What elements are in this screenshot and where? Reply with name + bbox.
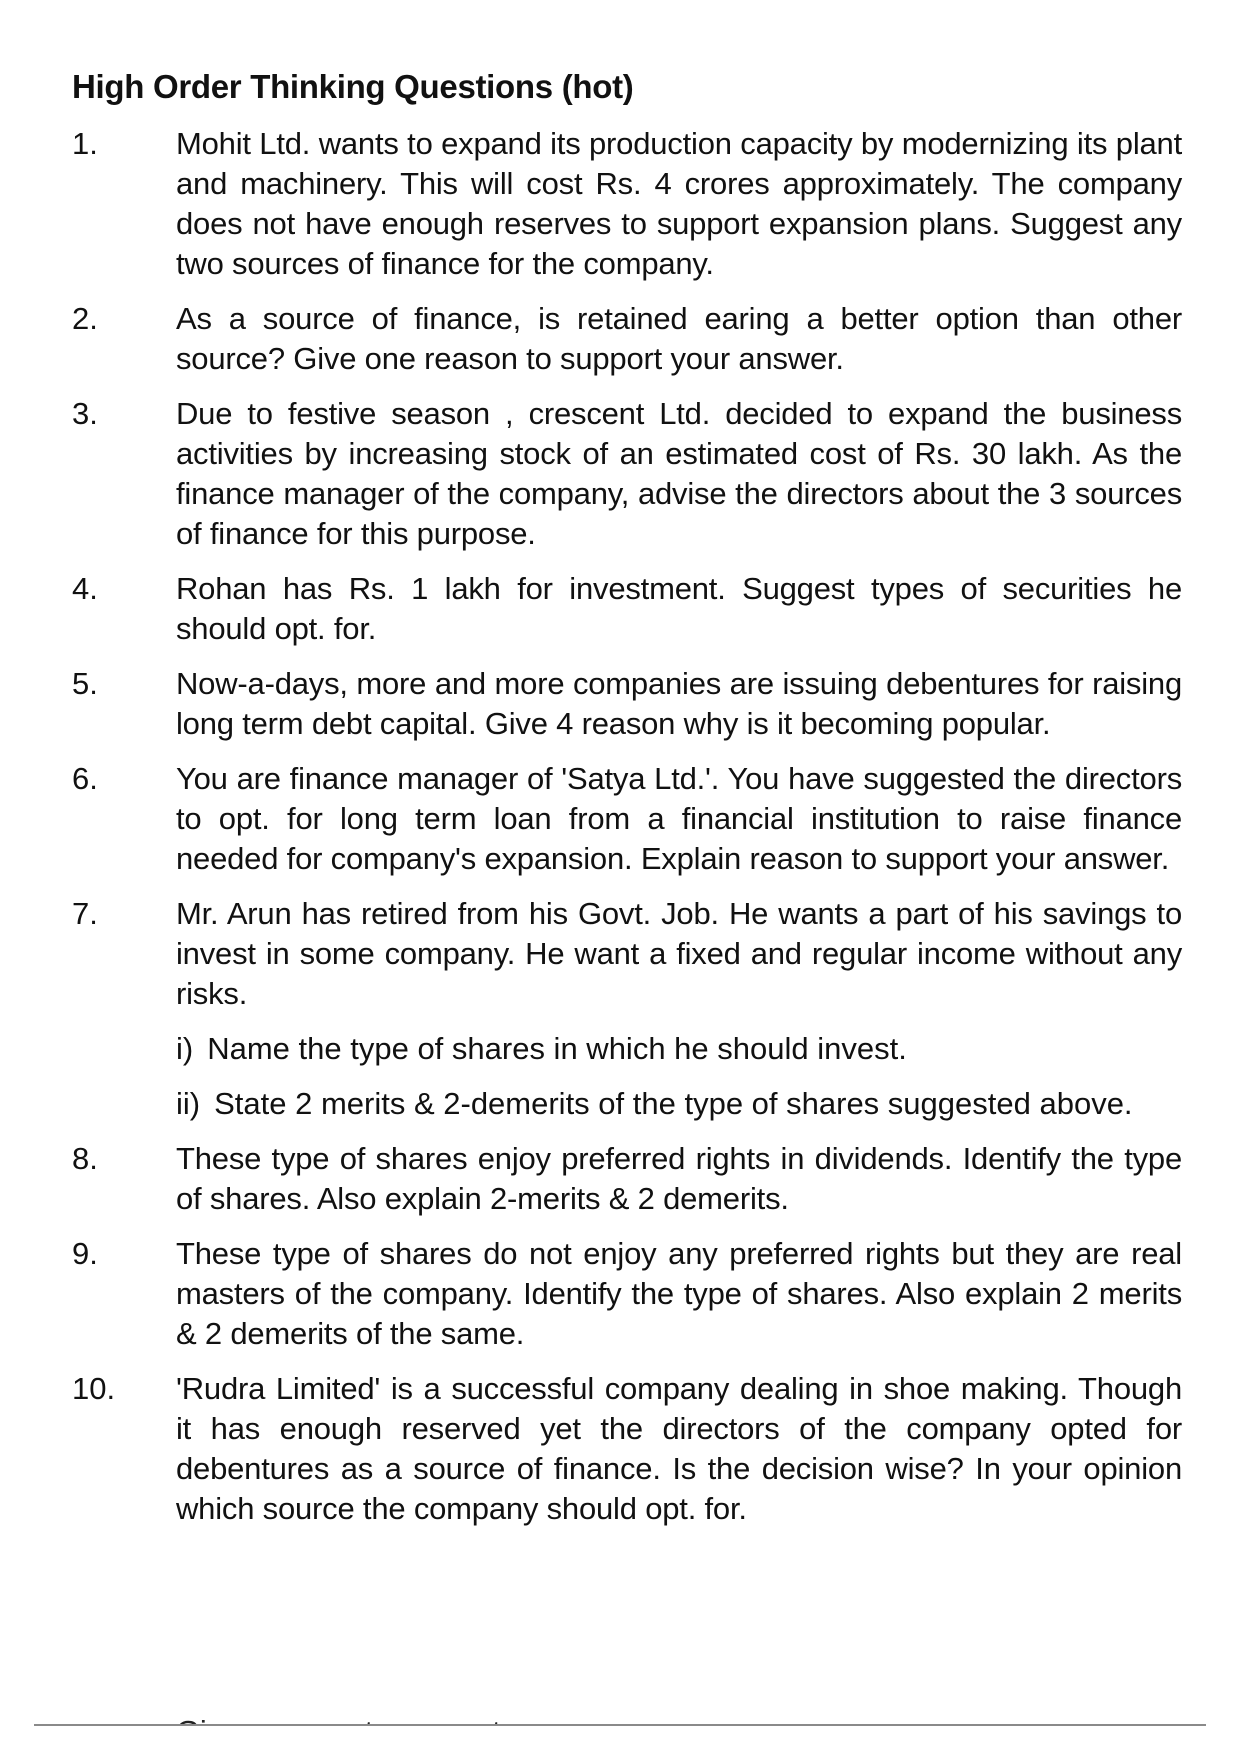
question-number: 9. [72,1236,98,1271]
question-text: These type of shares enjoy preferred rights in dividends. Identify the type of shares. Also explain 2-merits & 2 demerits. [176,1141,1182,1216]
question-text: You are finance manager of 'Satya Ltd.'. You have suggested the directors to opt. for long term loan from a financial institution to raise finance needed for company's expansion. Explain reason to support your answer. [176,761,1182,876]
question-item [72,569,1182,649]
sub-question-marker: ii) [176,1086,201,1121]
question-item [72,664,1182,744]
question-text: Due to festive season , crescent Ltd. decided to expand the business activities by increasing stock of an estimated cost of Rs. 30 lakh. As the finance manager of the company, advise the directors about the 3 sources of finance for this purpose. [176,396,1182,551]
question-number: 7. [72,896,98,931]
question-item [72,1139,1182,1219]
question-number: 1. [72,126,98,161]
sub-question-text: State 2 merits & 2-demerits of the type of shares suggested above. [214,1086,1133,1121]
question-item [72,894,1182,1124]
question-text: Mr. Arun has retired from his Govt. Job. He wants a part of his savings to invest in some company. He want a fixed and regular income without any risks. [176,896,1182,1011]
sub-question-item [176,1084,1182,1124]
sub-question-marker: i) [176,1031,194,1066]
page-bottom-mask [0,1726,1240,1755]
question-number: 10. [72,1371,116,1406]
question-text: These type of shares do not enjoy any preferred rights but they are real masters of the company. Identify the type of shares. Also explain 2 merits & 2 demerits of the same. [176,1236,1182,1351]
page-heading: High Order Thinking Questions (hot) [72,68,634,105]
question-item [72,299,1182,379]
question-number: 5. [72,666,98,701]
question-number: 2. [72,301,98,336]
question-number: 3. [72,396,98,431]
question-text: As a source of finance, is retained earing a better option than other source? Give one reason to support your answer. [176,301,1182,376]
question-number: 8. [72,1141,98,1176]
question-number: 4. [72,571,98,606]
question-text: 'Rudra Limited' is a successful company dealing in shoe making. Though it has enough reserved yet the directors of the company opted for debentures as a source of finance. Is the decision wise? In your opinion which source the company should opt. for. [176,1371,1182,1526]
question-item [72,394,1182,554]
question-item [72,759,1182,879]
question-text: Rohan has Rs. 1 lakh for investment. Suggest types of securities he should opt. for. [176,571,1182,646]
question-item [72,1234,1182,1354]
question-number: 6. [72,761,98,796]
question-text: Mohit Ltd. wants to expand its production capacity by modernizing its plant and machinery. This will cost Rs. 4 crores approximately. The company does not have enough reserves to support expansion plans. Suggest any two sources of finance for the company. [176,126,1182,281]
question-item [72,124,1182,284]
question-text: Now-a-days, more and more companies are issuing debentures for raising long term debt capital. Give 4 reason why is it becoming popular. [176,666,1182,741]
sub-question-text: Name the type of shares in which he should invest. [207,1031,907,1066]
question-item [72,1369,1182,1529]
question-list [72,124,1182,1544]
sub-question-item [176,1029,1182,1069]
sub-question-list [176,1029,1182,1124]
